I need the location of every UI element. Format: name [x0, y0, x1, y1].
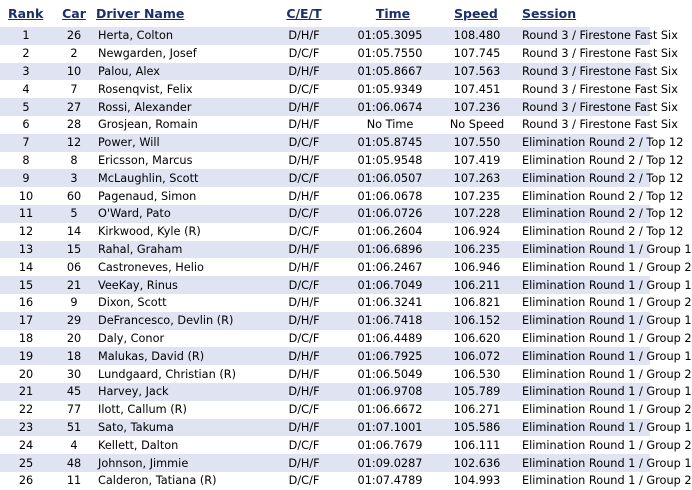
cell-time: 01:05.3095: [357, 29, 423, 43]
table-row: [0, 312, 692, 330]
cell-rank: 25: [18, 456, 34, 470]
cell-time: 01:06.9708: [357, 385, 423, 399]
cell-rank: 11: [18, 207, 34, 221]
cell-cet: D/H/F: [288, 100, 320, 114]
cell-speed: 106.072: [453, 349, 501, 363]
cell-rank: 8: [22, 153, 30, 167]
cell-time: 01:06.6896: [357, 242, 423, 256]
cell-speed: 105.789: [453, 385, 501, 399]
cell-speed: 105.586: [453, 420, 501, 434]
cell-rank: 15: [18, 278, 34, 292]
cell-time: No Time: [366, 118, 414, 132]
cell-rank: 14: [18, 260, 34, 274]
cell-session: Elimination Round 2 / Top 12: [522, 207, 684, 221]
cell-rank: 19: [18, 349, 34, 363]
cell-cet: D/H/F: [288, 153, 320, 167]
cell-driver: Malukas, David (R): [98, 349, 205, 363]
cell-cet: D/H/F: [288, 456, 320, 470]
cell-rank: 4: [22, 82, 30, 96]
cell-cet: D/C/F: [288, 438, 320, 452]
cell-rank: 12: [18, 225, 34, 239]
table-row: [0, 63, 678, 81]
cell-speed: 107.745: [453, 47, 501, 61]
cell-session: Elimination Round 2 / Top 12: [522, 153, 684, 167]
cell-time: 01:06.4489: [357, 331, 423, 345]
cell-rank: 6: [22, 118, 30, 132]
cell-driver: Ilott, Callum (R): [98, 403, 187, 417]
table-row: [0, 401, 692, 419]
cell-driver: Calderon, Tatiana (R): [98, 474, 217, 488]
cell-speed: 106.111: [453, 438, 501, 452]
table-row: [0, 472, 692, 490]
cell-driver: VeeKay, Rinus: [98, 278, 178, 292]
cell-driver: Rahal, Graham: [98, 242, 183, 256]
cell-cet: D/C/F: [288, 403, 320, 417]
table-header: [0, 0, 650, 27]
cell-session: Elimination Round 1 / Group 1: [522, 420, 692, 434]
table-row: [0, 27, 678, 45]
cell-driver: McLaughlin, Scott: [98, 171, 199, 185]
cell-speed: 107.263: [453, 171, 501, 185]
cell-rank: 10: [18, 189, 34, 203]
table-row: [0, 152, 684, 170]
cell-car: 12: [66, 136, 82, 150]
cell-session: Elimination Round 1 / Group 2: [522, 367, 692, 381]
table-row: [0, 383, 692, 401]
cell-time: 01:06.0726: [357, 207, 423, 221]
header-time: Time: [375, 6, 411, 21]
table-row: [0, 187, 684, 205]
cell-speed: No Speed: [449, 118, 505, 132]
cell-time: 01:06.0678: [357, 189, 423, 203]
cell-car: 60: [66, 189, 82, 203]
cell-session: Round 3 / Firestone Fast Six: [522, 118, 678, 132]
table-row: [0, 80, 678, 98]
cell-time: 01:06.3241: [357, 296, 423, 310]
cell-rank: 13: [18, 242, 34, 256]
cell-rank: 23: [18, 420, 34, 434]
cell-time: 01:06.6672: [357, 403, 423, 417]
cell-speed: 106.235: [453, 242, 501, 256]
cell-time: 01:07.4789: [357, 474, 423, 488]
cell-time: 01:05.8667: [357, 64, 423, 78]
cell-cet: D/H/F: [288, 314, 320, 328]
cell-car: 21: [66, 278, 82, 292]
cell-rank: 17: [18, 314, 34, 328]
cell-speed: 107.228: [453, 207, 501, 221]
cell-rank: 21: [18, 385, 34, 399]
cell-speed: 106.271: [453, 403, 501, 417]
cell-speed: 106.211: [453, 278, 501, 292]
cell-driver: Castroneves, Helio: [98, 260, 204, 274]
cell-time: 01:06.2604: [357, 225, 423, 239]
cell-car: 28: [66, 118, 82, 132]
cell-driver: Rosenqvist, Felix: [98, 82, 193, 96]
cell-session: Elimination Round 1 / Group 2: [522, 438, 692, 452]
cell-cet: D/H/F: [288, 242, 320, 256]
cell-car: 8: [70, 153, 78, 167]
cell-driver: Newgarden, Josef: [98, 47, 197, 61]
cell-cet: D/C/F: [288, 136, 320, 150]
cell-driver: Dixon, Scott: [98, 296, 167, 310]
table-row: [0, 276, 692, 294]
cell-speed: 108.480: [453, 29, 501, 43]
cell-speed: 104.993: [453, 474, 501, 488]
table-row: [0, 454, 692, 472]
cell-session: Elimination Round 1 / Group 1: [522, 349, 692, 363]
cell-driver: Power, Will: [98, 136, 160, 150]
cell-cet: D/H/F: [288, 64, 320, 78]
cell-time: 01:05.9349: [357, 82, 423, 96]
table-row: [0, 294, 692, 312]
cell-driver: Ericsson, Marcus: [98, 153, 193, 167]
cell-car: 4: [70, 438, 78, 452]
cell-speed: 107.550: [453, 136, 501, 150]
cell-cet: D/C/F: [288, 171, 320, 185]
cell-speed: 102.636: [453, 456, 501, 470]
cell-time: 01:09.0287: [357, 456, 423, 470]
cell-time: 01:06.0674: [357, 100, 423, 114]
cell-session: Round 3 / Firestone Fast Six: [522, 100, 678, 114]
cell-cet: D/C/F: [288, 278, 320, 292]
table-row: [0, 347, 692, 365]
header-speed: Speed: [454, 6, 498, 21]
cell-cet: D/H/F: [288, 420, 320, 434]
cell-time: 01:07.1001: [357, 420, 423, 434]
cell-car: 06: [66, 260, 82, 274]
cell-speed: 106.821: [453, 296, 501, 310]
cell-car: 45: [66, 385, 82, 399]
cell-time: 01:06.2467: [357, 260, 423, 274]
cell-cet: D/H/F: [288, 118, 320, 132]
cell-car: 11: [66, 474, 82, 488]
cell-cet: D/C/F: [288, 82, 320, 96]
cell-driver: Johnson, Jimmie: [98, 456, 189, 470]
cell-car: 77: [66, 403, 82, 417]
cell-speed: 107.419: [453, 153, 501, 167]
table-row: [0, 223, 684, 241]
cell-car: 2: [70, 47, 78, 61]
table-row: [0, 45, 678, 63]
cell-rank: 26: [18, 474, 34, 488]
cell-driver: Palou, Alex: [98, 64, 160, 78]
cell-car: 3: [70, 171, 78, 185]
cell-rank: 2: [22, 47, 30, 61]
cell-driver: Sato, Takuma: [98, 420, 174, 434]
cell-car: 15: [66, 242, 82, 256]
cell-rank: 1: [22, 29, 30, 43]
cell-session: Elimination Round 1 / Group 2: [522, 474, 692, 488]
cell-car: 7: [70, 82, 78, 96]
cell-session: Round 3 / Firestone Fast Six: [522, 82, 678, 96]
cell-rank: 18: [18, 331, 34, 345]
cell-session: Elimination Round 2 / Top 12: [522, 136, 684, 150]
cell-cet: D/C/F: [288, 225, 320, 239]
cell-car: 20: [66, 331, 82, 345]
cell-rank: 20: [18, 367, 34, 381]
cell-rank: 7: [22, 136, 30, 150]
table-row: [0, 98, 678, 116]
cell-session: Elimination Round 1 / Group 1: [522, 278, 692, 292]
table-row: [0, 365, 692, 383]
cell-time: 01:05.9548: [357, 153, 423, 167]
cell-driver: Rossi, Alexander: [98, 100, 192, 114]
cell-driver: Kellett, Dalton: [98, 438, 179, 452]
table-row: [0, 258, 692, 276]
cell-cet: D/H/F: [288, 385, 320, 399]
cell-driver: Pagenaud, Simon: [98, 189, 197, 203]
cell-cet: D/H/F: [288, 296, 320, 310]
cell-driver: Harvey, Jack: [98, 385, 169, 399]
cell-car: 5: [70, 207, 78, 221]
cell-session: Elimination Round 1 / Group 2: [522, 403, 692, 417]
cell-time: 01:06.7418: [357, 314, 423, 328]
cell-car: 27: [66, 100, 82, 114]
cell-time: 01:06.0507: [357, 171, 423, 185]
cell-cet: D/H/F: [288, 349, 320, 363]
cell-car: 29: [66, 314, 82, 328]
cell-session: Round 3 / Firestone Fast Six: [522, 29, 678, 43]
cell-session: Elimination Round 1 / Group 1: [522, 385, 692, 399]
cell-speed: 106.946: [453, 260, 501, 274]
cell-speed: 106.530: [453, 367, 501, 381]
cell-speed: 106.620: [453, 331, 501, 345]
cell-session: Round 3 / Firestone Fast Six: [522, 47, 678, 61]
cell-cet: D/H/F: [288, 29, 320, 43]
cell-rank: 3: [22, 64, 30, 78]
cell-time: 01:06.7925: [357, 349, 423, 363]
cell-cet: D/H/F: [288, 189, 320, 203]
cell-speed: 107.451: [453, 82, 501, 96]
cell-rank: 9: [22, 171, 30, 185]
cell-driver: Herta, Colton: [98, 29, 174, 43]
cell-car: 9: [70, 296, 78, 310]
table-row: [0, 241, 692, 259]
cell-session: Elimination Round 1 / Group 2: [522, 260, 692, 274]
table-row: [0, 169, 684, 187]
header-cet: C/E/T: [286, 6, 322, 21]
cell-speed: 106.924: [453, 225, 501, 239]
cell-speed: 107.236: [453, 100, 501, 114]
cell-driver: Grosjean, Romain: [98, 118, 198, 132]
cell-session: Elimination Round 1 / Group 1: [522, 314, 692, 328]
cell-cet: D/H/F: [288, 260, 320, 274]
cell-car: 48: [66, 456, 82, 470]
cell-cet: D/H/F: [288, 367, 320, 381]
header-session: Session: [522, 6, 577, 21]
cell-car: 51: [66, 420, 82, 434]
cell-cet: D/C/F: [288, 331, 320, 345]
cell-cet: D/C/F: [288, 47, 320, 61]
header-rank: Rank: [8, 6, 44, 21]
cell-session: Round 3 / Firestone Fast Six: [522, 64, 678, 78]
cell-car: 10: [66, 64, 82, 78]
cell-driver: DeFrancesco, Devlin (R): [98, 314, 234, 328]
cell-rank: 24: [18, 438, 34, 452]
cell-car: 14: [66, 225, 82, 239]
table-row: [0, 116, 678, 134]
header-driver: Driver Name: [96, 6, 185, 21]
cell-car: 26: [66, 29, 82, 43]
cell-cet: D/C/F: [288, 207, 320, 221]
cell-driver: Daly, Conor: [98, 331, 165, 345]
cell-session: Elimination Round 2 / Top 12: [522, 225, 684, 239]
cell-rank: 5: [22, 100, 30, 114]
cell-time: 01:06.7679: [357, 438, 423, 452]
cell-speed: 107.235: [453, 189, 501, 203]
header-car: Car: [62, 6, 86, 21]
cell-car: 18: [66, 349, 82, 363]
cell-session: Elimination Round 1 / Group 1: [522, 242, 692, 256]
cell-session: Elimination Round 1 / Group 2: [522, 331, 692, 345]
table-row: [0, 205, 684, 223]
cell-time: 01:06.7049: [357, 278, 423, 292]
table-row: [0, 330, 692, 348]
cell-time: 01:06.5049: [357, 367, 423, 381]
table-row: [0, 419, 692, 437]
table-row: [0, 436, 692, 454]
cell-time: 01:05.8745: [357, 136, 423, 150]
cell-session: Elimination Round 2 / Top 12: [522, 189, 684, 203]
cell-speed: 106.152: [453, 314, 501, 328]
table-body: [0, 27, 692, 490]
cell-car: 30: [66, 367, 82, 381]
table-row: [0, 134, 684, 152]
cell-driver: O'Ward, Pato: [98, 207, 171, 221]
cell-cet: D/C/F: [288, 474, 320, 488]
cell-session: Elimination Round 2 / Top 12: [522, 171, 684, 185]
cell-driver: Lundgaard, Christian (R): [98, 367, 237, 381]
cell-speed: 107.563: [453, 64, 501, 78]
cell-rank: 22: [18, 403, 34, 417]
cell-driver: Kirkwood, Kyle (R): [98, 225, 201, 239]
cell-rank: 16: [18, 296, 34, 310]
cell-session: Elimination Round 1 / Group 1: [522, 456, 692, 470]
cell-session: Elimination Round 1 / Group 2: [522, 296, 692, 310]
cell-time: 01:05.7550: [357, 47, 423, 61]
